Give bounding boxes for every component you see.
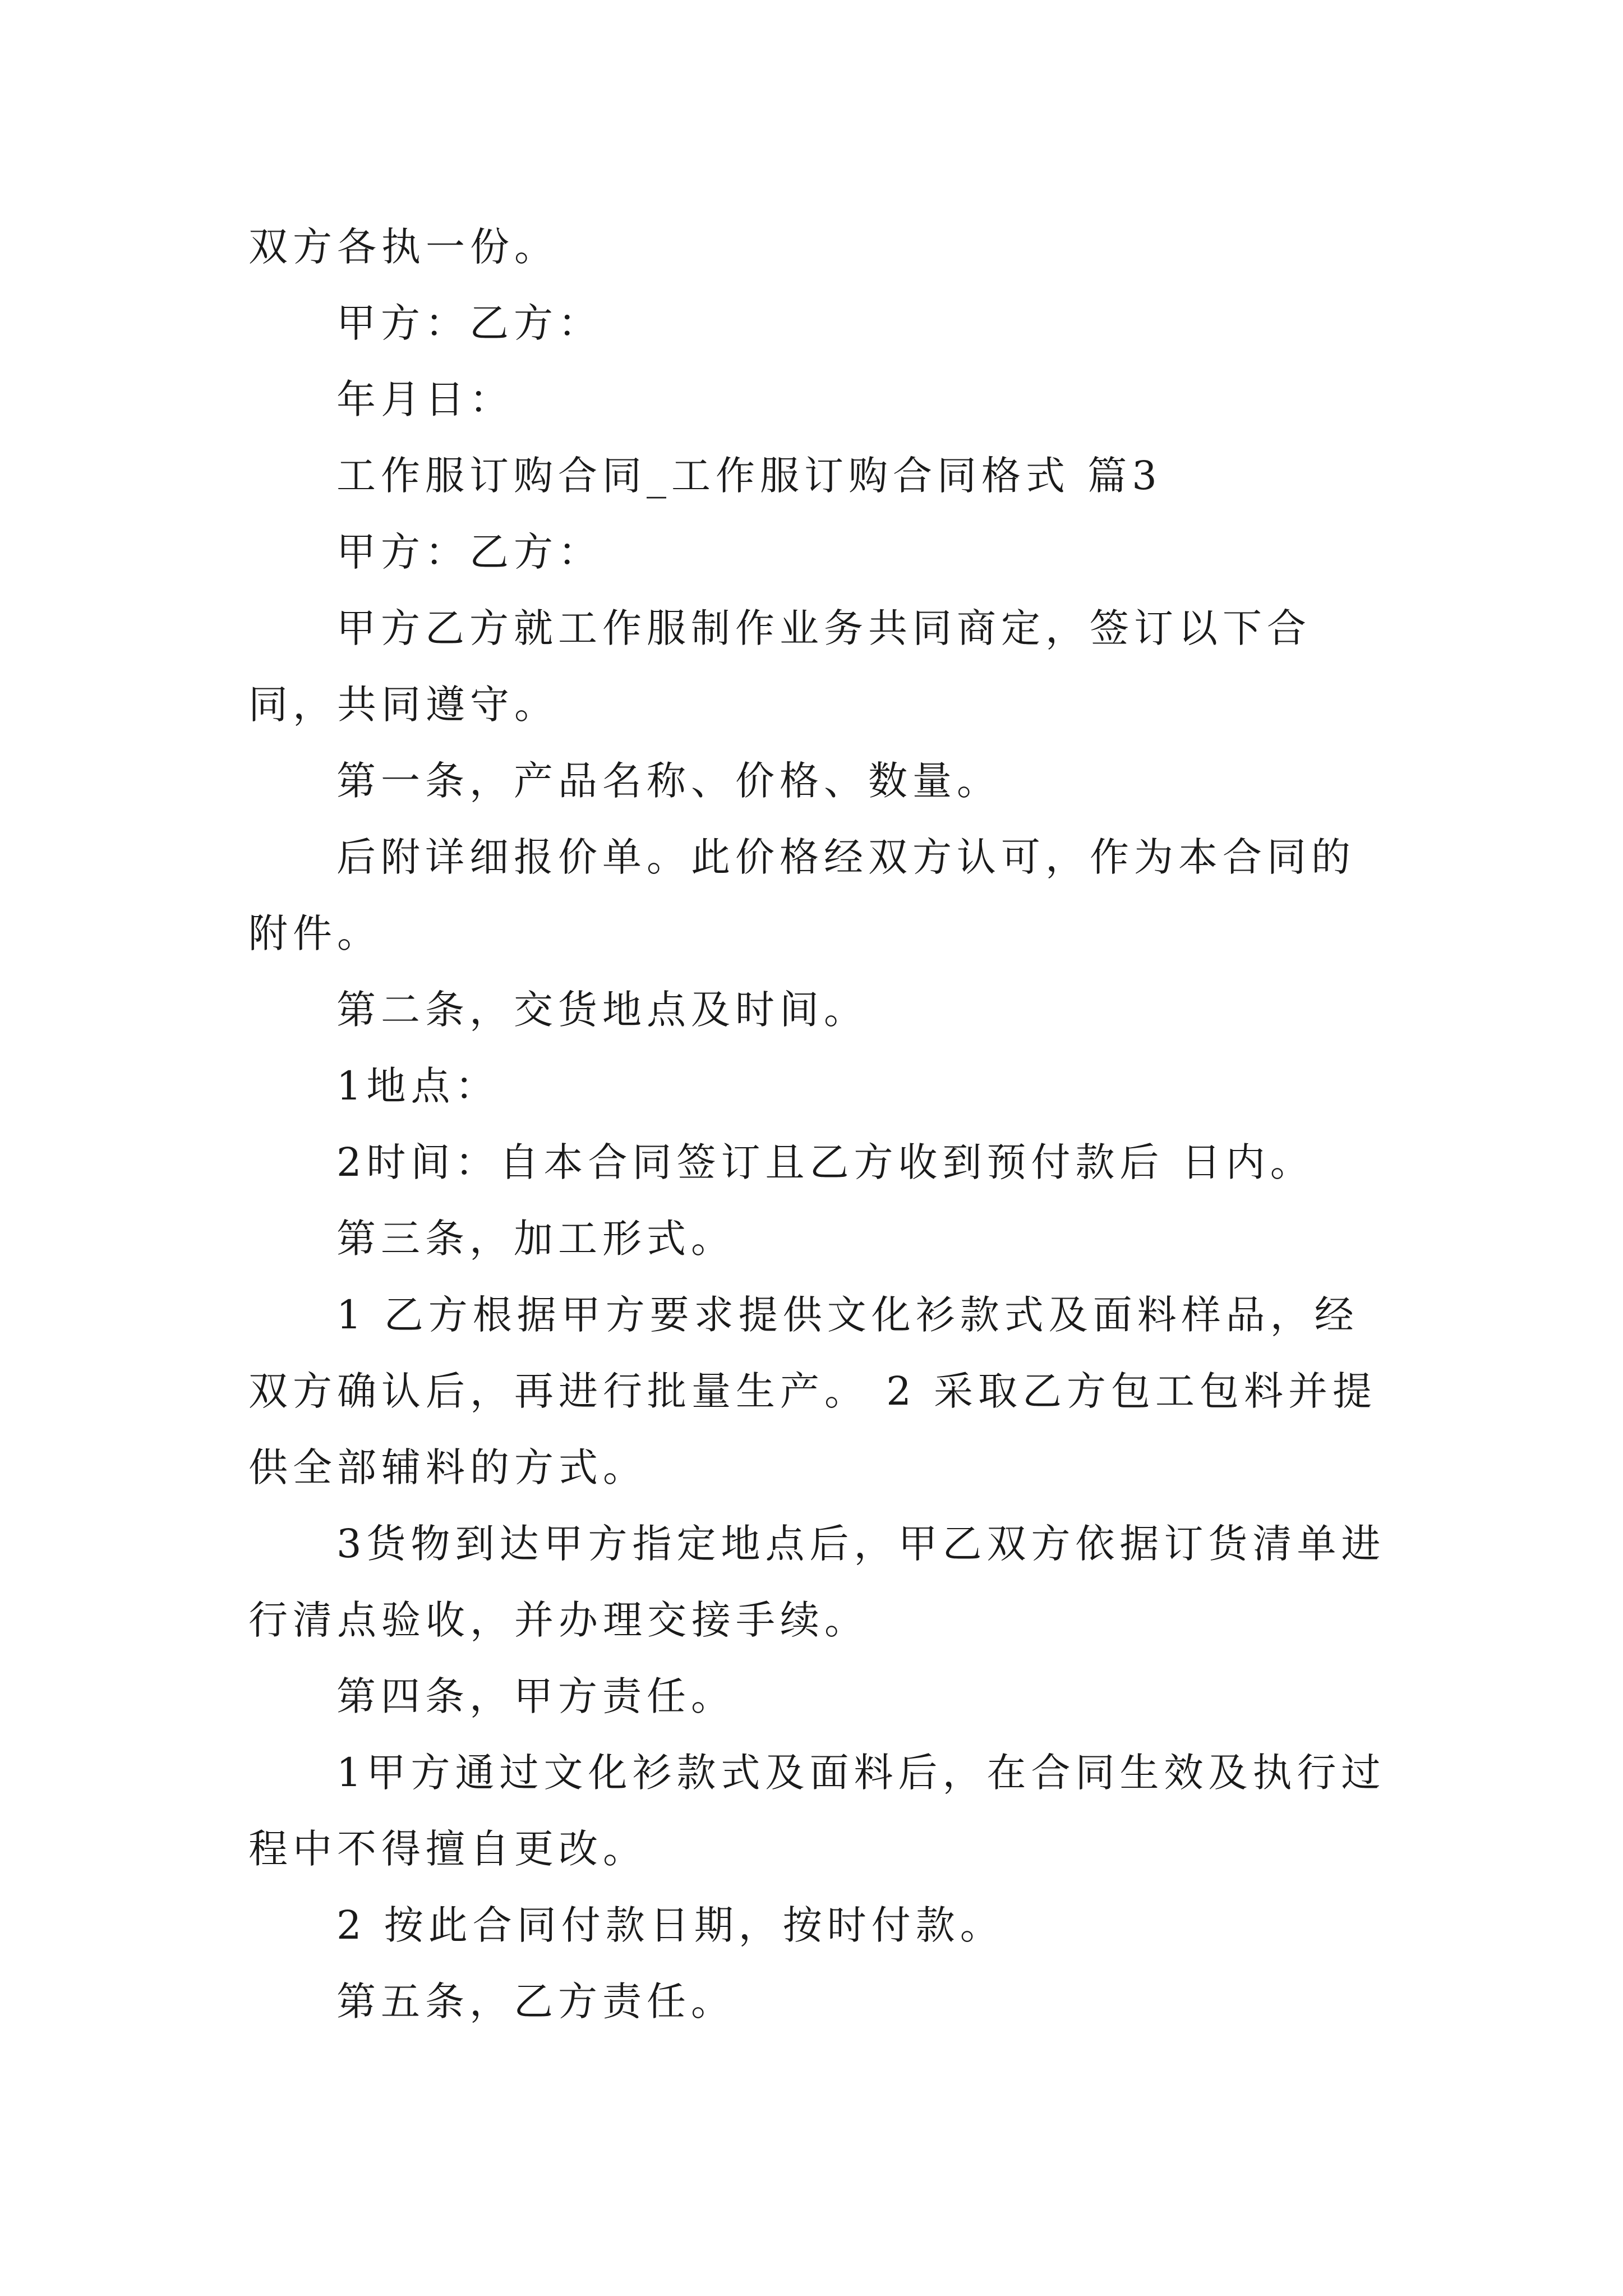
- clause-heading: 第三条，加工形式。: [336, 1216, 735, 1262]
- paragraph: 甲方：乙方：: [336, 300, 602, 346]
- document-body: [248, 209, 1393, 2040]
- paragraph: 1地点：: [336, 1063, 500, 1109]
- paragraph: 2 按此合同付款日期，按时付款。: [336, 1902, 1004, 1948]
- paragraph: 后附详细报价单。此价格经双方认可，作为本合同的附件。: [248, 834, 1355, 956]
- clause-heading: 第二条，交货地点及时间。: [336, 987, 868, 1033]
- paragraph: 年月日：: [336, 376, 514, 422]
- clause-heading: 第一条，产品名称、价格、数量。: [336, 758, 1001, 804]
- section-heading: 工作服订购合同_工作服订购合同格式 篇3: [336, 453, 1162, 499]
- paragraph: 2时间：自本合同签订且乙方收到预付款后 日内。: [336, 1139, 1315, 1185]
- paragraph: 3货物到达甲方指定地点后，甲乙双方依据订货清单进行清点验收，并办理交接手续。: [248, 1521, 1386, 1643]
- paragraph: 1 乙方根据甲方要求提供文化衫款式及面料样品，经双方确认后，再进行批量生产。 2 采取乙方包工包料并提供全部辅料的方式。: [248, 1292, 1377, 1490]
- clause-heading: 第五条，乙方责任。: [336, 1978, 735, 2024]
- paragraph: 1甲方通过文化衫款式及面料后，在合同生效及执行过程中不得擅自更改。: [248, 1750, 1386, 1872]
- paragraph: 双方各执一份。: [248, 224, 559, 270]
- clause-heading: 第四条，甲方责任。: [336, 1673, 735, 1719]
- paragraph: 甲方乙方就工作服制作业务共同商定，签订以下合同，共同遵守。: [248, 605, 1311, 728]
- paragraph: 甲方：乙方：: [336, 529, 602, 575]
